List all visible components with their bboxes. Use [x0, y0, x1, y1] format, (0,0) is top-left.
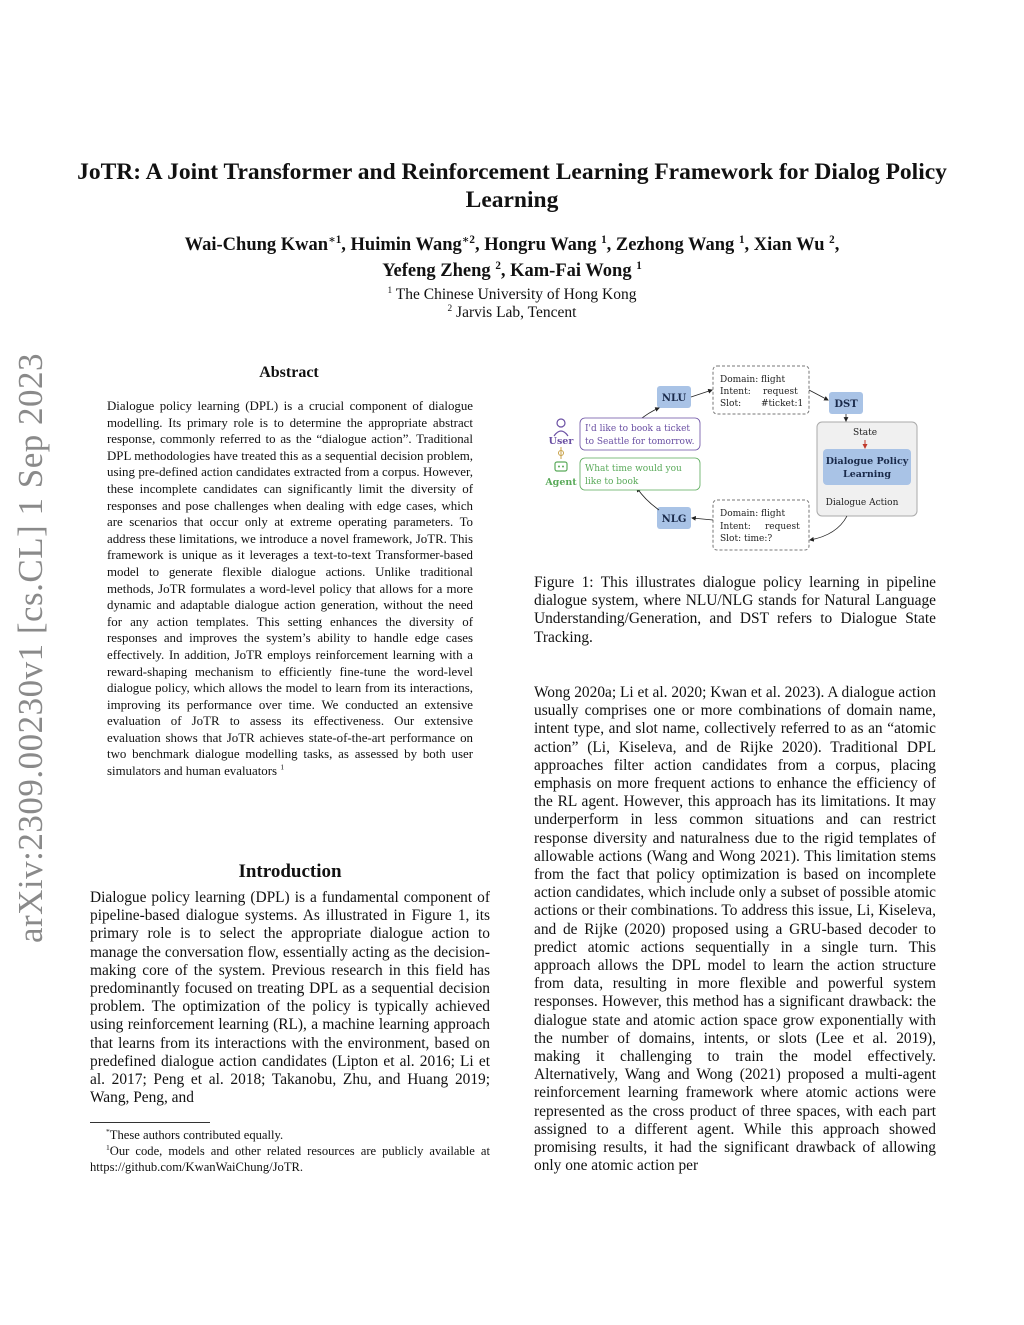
footnote [90, 1143, 490, 1175]
user-icon [554, 419, 568, 436]
author-mark: 2 [495, 259, 501, 272]
dialogue-action-label: Dialogue Action [825, 498, 899, 508]
author-name: Yefeng Zheng [382, 261, 496, 281]
frame-slot-key: Slot: [720, 399, 742, 409]
affiliations [70, 286, 954, 322]
author-separator: , [744, 235, 754, 255]
paper-title: JoTR: A Joint Transformer and Reinforcement Learning Framework for Dialog Policy Learning [77, 159, 947, 213]
arxiv-identifier [10, 352, 52, 943]
author-mark: ∗2 [461, 233, 475, 246]
affiliation [70, 304, 954, 322]
user-utterance-line2: to Seattle for tomorrow. [585, 437, 695, 447]
abstract-heading: Abstract [259, 364, 319, 381]
frame-intent-key: Intent: [720, 522, 751, 532]
user-utterance-line1: I'd like to book a ticket [585, 424, 691, 434]
author-name: Xian Wu [753, 235, 830, 255]
agent-utterance-line1: What time would you [585, 464, 682, 474]
footnote-mark: 1 [106, 1142, 110, 1152]
dst-label: DST [834, 399, 858, 410]
exchange-icon [559, 447, 564, 459]
author-mark: ∗1 [328, 233, 342, 246]
author-separator: , [606, 235, 616, 255]
frame-domain-key: Domain: [720, 375, 759, 385]
user-label: User [548, 436, 574, 447]
author-separator: , [474, 235, 485, 255]
footnotes [90, 1127, 490, 1175]
arrow-frame-to-dst [809, 390, 828, 400]
arrow-frame-to-nlg [692, 518, 713, 520]
frame-domain-value: flight [761, 509, 786, 519]
author-separator: , [834, 235, 840, 255]
frame-domain-key: Domain: [720, 509, 759, 519]
figure-1-diagram [537, 360, 937, 560]
author-list [70, 232, 954, 284]
affiliation-text: Jarvis Lab, Tencent [452, 304, 577, 321]
affiliation [70, 286, 954, 304]
author-name: Zezhong Wang [615, 235, 739, 255]
abstract-body [107, 398, 473, 780]
author-name: Huimin Wang [350, 235, 462, 255]
arxiv-id-text: arXiv:2309.00230v1 [cs.CL] 1 Sep 2023 [11, 352, 50, 943]
footnote-text: These authors contributed equally. [109, 1128, 284, 1142]
frame-slot-value: #ticket:1 [761, 399, 804, 409]
dpl-label-line2: Learning [843, 469, 891, 480]
frame-intent-value: request [763, 387, 798, 397]
author-mark: 1 [601, 233, 607, 246]
abstract-footnote-mark: 1 [280, 762, 285, 772]
arrow-nlu-to-frame [691, 390, 712, 397]
abstract-text: Dialogue policy learning (DPL) is a crucial component of dialogue modelling. Its primary role is to determine the appropriate abstract response, commonly referred to as the “dialogue action”. Traditional DPL methodologies have treated this as a sequential decision problem, using pre-defined action candidates extracted from a corpus. However, these incomplete candidates can significantly limit the diversity of responses and pose challenges when dealing with edge cases, which are scenarios that occur only at extreme operating parameters. To address these limitations, we introduce a novel framework, JoTR. This framework is unique as it leverages a text-to-text Transformer-based model to generate flexible dialogue actions. Unlike traditional methods, JoTR formulates a word-level policy that allows for a more dynamic and adaptable dialogue action generation, without the need for any action templates. This setting enhances the diversity of responses and improves the system’s ability to handle edge cases effectively. In addition, JoTR employs reinforcement learning with a reward-shaping mechanism to efficiently fine-tune the word-level dialogue policy, which allows the model to learn from its interactions, improving its performance over time. We conducted an extensive evaluation of JoTR to assess its effectiveness. Our extensive evaluation shows that JoTR achieves state-of-the-art performance on two benchmark dialogue modelling tasks, as assessed by both user simulators and human evaluators [107, 399, 473, 779]
dpl-label-line1: Dialogue Policy [825, 456, 909, 467]
arrow-policy-to-frame [810, 516, 847, 540]
state-label: State [852, 428, 878, 438]
agent-utterance-line2: like to book [585, 477, 639, 487]
frame-slot-key: Slot: [720, 534, 742, 544]
agent-label: Agent [545, 477, 577, 488]
footnote-text: Our code, models and other related resources are publicly available at https://github.com/KwanWaiChung/JoTR. [90, 1144, 490, 1174]
author-mark: 1 [738, 233, 745, 246]
figure-1-caption: Figure 1: This illustrates dialogue policy learning in pipeline dialogue system, where NLU/NLG stands for Natural Language Understanding/Generation, and DST refers to Dialogue State Tracking. [534, 574, 936, 646]
nlu-label: NLU [661, 393, 687, 404]
footnote-mark: * [106, 1126, 110, 1136]
frame-domain-value: flight [761, 375, 786, 385]
arrow-nlg-to-agent [637, 488, 659, 510]
frame-slot-value: time:? [744, 534, 773, 544]
affiliation-text: The Chinese University of Hong Kong [392, 286, 637, 303]
author-separator: , [341, 235, 351, 255]
author-name: Hongru Wang [484, 235, 602, 255]
author-separator: , [500, 261, 511, 281]
right-column-body: Wong 2020a; Li et al. 2020; Kwan et al. 2023). A dialogue action usually comprises one or more combinations of domain name, intent type, and slot name, collectively referred to as an “atomic action” (Li, Kiseleva, and de Rijke 2020). Traditional DPL approaches filter action candidates from a corpus, placing emphasis on more frequent actions to enhance the efficiency of the RL agent. However, this approach has its limitations. It may underperform in less common situations and can restrict response diversity and naturalness due to the rigid templates of allowable actions (Wang and Wong 2021). This limitation stems from the fact that policy optimization is based on incomplete action candidates, which include only a subset of possible atomic actions or their combinations. To address this issue, Li, Kiseleva, and de Rijke (2020) proposed using a GRU-based decoder to predict atomic actions sequentially in a single turn. This approach allows the DPL model to learn the action structure from data, resulting in more flexible and powerful system responses. However, this method has a significant drawback: the dialogue state and atomic action space grow exponentially with the number of domains, intents, or slots (Lee et al. 2019), making it challenging to train the model effectively. Alternatively, Wang and Wong (2021) proposed a multi-agent reinforcement learning framework where atomic actions were represented as the cross product of three spaces, with each part assigned to a different agent. While this approach showed promising results, it had the significant drawback of allowing only one atomic action per [534, 684, 936, 1175]
author-name: Kam-Fai Wong [510, 261, 637, 281]
frame-intent-value: request [765, 522, 800, 532]
author-mark: 1 [636, 259, 642, 272]
affiliation-mark: 1 [387, 285, 393, 296]
footnote [90, 1127, 490, 1143]
nlg-label: NLG [661, 514, 687, 525]
author-name: Wai-Chung Kwan [184, 235, 329, 255]
introduction-body: Dialogue policy learning (DPL) is a fundamental component of pipeline-based dialogue systems. As illustrated in Figure 1, its primary role is to select the appropriate dialogue action to manage the conversation flow, essentially acting as the decision-making core of the system. Previous research in this field has predominantly focused on treating DPL as a sequential decision problem. The optimization of the policy is typically achieved using reinforcement learning (RL), a machine learning approach that learns from its interactions with the environment, based on predefined dialogue action candidates (Lipton et al. 2016; Li et al. 2017; Peng et al. 2018; Takanobu, Zhu, and Huang 2019; Wang, Peng, and [90, 889, 490, 1107]
agent-robot-icon [555, 462, 567, 471]
introduction-heading: Introduction [238, 861, 342, 882]
author-mark: 2 [829, 233, 835, 246]
footnote-divider [90, 1122, 210, 1123]
frame-intent-key: Intent: [720, 387, 751, 397]
affiliation-mark: 2 [447, 303, 453, 314]
